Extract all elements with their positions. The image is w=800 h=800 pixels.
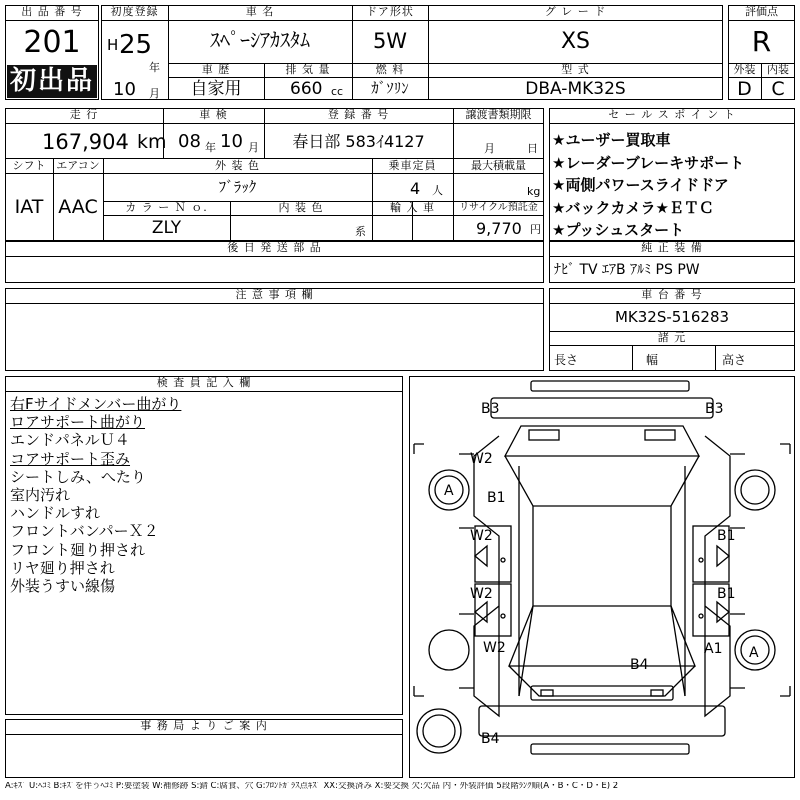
- sales-point: ★バックカメラ★ＥＴＣ: [552, 198, 714, 217]
- chassis-label: 車 台 番 号: [641, 288, 703, 301]
- mark-a-front-left: A: [444, 483, 454, 499]
- plate-label: 登 録 番 号: [327, 108, 390, 121]
- sales-point: ★レーダーブレーキサポート: [552, 153, 745, 172]
- mark-b1-front-door-right: B1: [717, 528, 736, 544]
- mark-b4-rear: B4: [630, 657, 649, 673]
- shift-label: シフト: [12, 159, 46, 172]
- displacement-label: 排 気 量: [285, 63, 331, 76]
- mileage-label: 走 行: [69, 108, 99, 121]
- exterior-label: 外装: [733, 63, 756, 76]
- mark-b3-left: B3: [481, 401, 500, 417]
- door-label: ドア形状: [366, 5, 414, 18]
- sales-point: ★プッシュスタート: [552, 221, 685, 239]
- color-no-label: カ ラ ー Ｎ ｏ.: [125, 201, 208, 214]
- mark-a-rear-right: A: [749, 645, 759, 661]
- inspector-note: 右Fサイドメンバー曲がり: [10, 395, 182, 413]
- max-load-unit: kg: [527, 185, 541, 198]
- sales-points-label: セ ー ル ス ポ イ ン ト: [608, 108, 736, 121]
- fuel: ｶﾞｿﾘﾝ: [371, 79, 409, 97]
- inspection-label: 車 検: [199, 108, 228, 121]
- interior-label: 内装: [767, 63, 789, 76]
- inspector-note: コアサポート歪み: [10, 449, 131, 468]
- recycle-amount: 9,770: [476, 219, 522, 238]
- office-label: 事 務 局 よ り ご 案 内: [140, 719, 268, 732]
- equipment-label: 純 正 装 備: [641, 241, 703, 254]
- fuel-label: 燃 料: [375, 63, 405, 76]
- mileage-unit: km: [137, 131, 167, 153]
- recycle-label: リサイクル預託金: [459, 202, 538, 213]
- chassis-number: MK32S-516283: [614, 308, 730, 326]
- year-unit: 年: [149, 61, 160, 74]
- car-name-label: 車 名: [245, 5, 275, 18]
- capacity: 4: [410, 179, 421, 198]
- mark-b3-right: B3: [705, 401, 724, 417]
- first-reg-label: 初度登録: [110, 5, 159, 18]
- mark-w2-front-left: W2: [470, 451, 493, 467]
- spec-label: 諸 元: [657, 331, 687, 344]
- equipment-value: ﾅﾋﾞ TV ｴｱB ｱﾙﾐ PS PW: [554, 262, 700, 278]
- model-label: 型 式: [561, 63, 590, 76]
- displacement-unit: cc: [331, 85, 344, 98]
- plate: 春日部 583ｲ4127: [292, 132, 425, 151]
- legend: A:ｷｽﾞ U:ﾍｺﾐ B:ｷｽﾞを伴うﾍｺﾐ P:要塗装 W:補修跡 S:錆 C:腐食、穴 G:ﾌﾛﾝﾄｶﾞﾗｽ点ｷｽﾞ XX:交換済み X:要交換 欠:欠品 内・外装評価 5段階ﾗﾝｸ順(A・B・C・D・E) 2: [5, 782, 619, 791]
- model: DBA-MK32S: [525, 79, 626, 99]
- sales-point: ★両側パワースライドドア: [552, 176, 729, 194]
- car-diagram: [409, 376, 795, 778]
- displacement: 660: [290, 79, 323, 99]
- interior-grade: C: [771, 78, 785, 100]
- ext-color: ﾌﾞﾗｯｸ: [218, 178, 257, 196]
- transfer-day-unit: 日: [527, 142, 538, 155]
- inspector-note: ロアサポート曲がり: [10, 413, 146, 432]
- inspector-note: エンドパネルＵ４: [10, 431, 130, 450]
- inspection-year: 08: [178, 131, 201, 152]
- height-label: 高さ: [722, 353, 747, 367]
- mark-a1-rear-right: A1: [704, 641, 723, 657]
- grade-label: グ レ ー ド: [544, 5, 607, 18]
- max-load-label: 最大積載量: [471, 159, 526, 172]
- lot-number: 201: [23, 25, 81, 60]
- width-label: 幅: [646, 353, 659, 367]
- history: 自家用: [190, 79, 242, 99]
- capacity-label: 乗車定員: [388, 159, 437, 172]
- ac: AAC: [58, 196, 98, 218]
- inspection-year-unit: 年: [205, 141, 216, 154]
- first-reg-year: 25: [119, 30, 153, 60]
- shift: IAT: [14, 196, 44, 218]
- month-unit: 月: [149, 87, 160, 100]
- mark-w2-front-door-left: W2: [470, 528, 493, 544]
- caution-label: 注 意 事 項 欄: [235, 288, 314, 301]
- inspector-note: シートしみ、へたり: [10, 467, 146, 486]
- first-reg-month: 10: [113, 79, 136, 100]
- mark-w2-rear-door-left: W2: [470, 586, 493, 602]
- inspector-note: フロントバンパーＸ２: [10, 522, 159, 541]
- first-reg-era: H: [107, 36, 119, 54]
- mileage: 167,904: [42, 130, 129, 154]
- recycle-unit: 円: [530, 223, 541, 236]
- capacity-unit: 人: [432, 184, 443, 197]
- details-grid: [5, 108, 544, 241]
- inspector-note: 外装うすい線傷: [10, 577, 116, 595]
- import-label: 輸 入 車: [390, 201, 435, 214]
- mark-w2-rear-left: W2: [483, 640, 506, 656]
- sales-point: ★ユーザー買取車: [552, 131, 671, 149]
- length-label: 長さ: [554, 353, 579, 367]
- door-type: 5W: [372, 29, 408, 53]
- transfer-month-unit: 月: [484, 142, 495, 155]
- mark-b4-bottom: B4: [481, 731, 500, 747]
- inspector-label: 検 査 員 記 入 欄: [156, 376, 252, 389]
- exterior-grade: D: [737, 78, 752, 100]
- ac-label: エアコン: [56, 159, 100, 172]
- car-name: ｽﾍﾟｰｼｱｶｽﾀﾑ: [210, 28, 310, 52]
- transfer-label: 譲渡書類期限: [465, 108, 532, 121]
- int-color-label: 内 装 色: [278, 201, 324, 214]
- later-parts-label: 後 日 発 送 部 品: [227, 241, 322, 254]
- color-no: ZLY: [151, 218, 182, 238]
- inspector-note: ハンドルすれ: [10, 504, 101, 523]
- score-label: 評価点: [745, 5, 778, 18]
- history-label: 車 歴: [201, 63, 231, 76]
- int-color-unit: 系: [355, 225, 366, 238]
- score: R: [751, 25, 772, 58]
- lot-number-label: 出 品 番 号: [21, 5, 83, 18]
- inspector-note: フロント廻り押され: [10, 540, 146, 559]
- first-listing-badge: 初出品: [7, 65, 97, 98]
- mark-b1-rear-door-right: B1: [717, 586, 736, 602]
- ext-color-label: 外 装 色: [215, 159, 260, 172]
- inspector-note: 室内汚れ: [10, 486, 71, 504]
- inspection-month-unit: 月: [248, 141, 259, 154]
- grade: XS: [560, 29, 591, 54]
- inspection-month: 10: [220, 131, 243, 152]
- inspector-note: リヤ廻り押され: [10, 558, 115, 577]
- mark-b1-hood: B1: [487, 490, 506, 506]
